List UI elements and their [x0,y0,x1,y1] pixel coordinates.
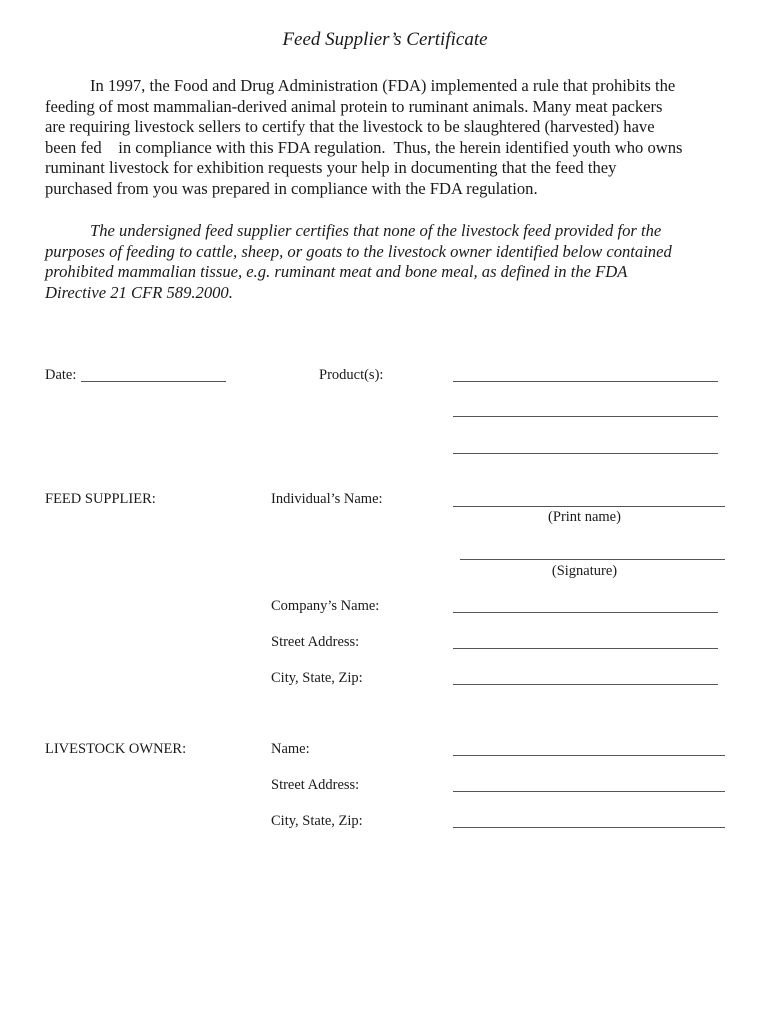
certification-line: purposes of feeding to cattle, sheep, or goats to the livestock owner identified below contained [45,241,672,261]
date-label: Date: [45,367,77,383]
certification-line: prohibited mammalian tissue, e.g. ruminant meat and bone meal, as defined in the FDA [45,262,628,282]
intro-line: purchased from you was prepared in compliance with the FDA regulation. [45,178,538,198]
individual-name-field[interactable] [453,506,725,507]
print-name-caption: (Print name) [548,509,621,525]
feed-supplier-heading: FEED SUPPLIER: [45,491,156,507]
certification-line: Directive 21 CFR 589.2000. [45,282,233,302]
signature-caption: (Signature) [551,563,618,579]
signature-field[interactable] [460,559,725,560]
owner-name-field[interactable] [453,755,725,756]
owner-street-label: Street Address: [271,777,360,793]
company-name-label: Company’s Name: [271,598,380,614]
owner-city-label: City, State, Zip: [271,813,363,829]
intro-line: ruminant livestock for exhibition requests your help in documenting that the feed they [45,158,617,178]
supplier-city-field[interactable] [453,684,718,685]
owner-street-field[interactable] [453,791,725,792]
company-name-field[interactable] [453,612,718,613]
intro-line: are requiring livestock sellers to certify that the livestock to be slaughtered (harvested) have [45,117,655,137]
product-field-2[interactable] [453,416,718,417]
intro-line: In 1997, the Food and Drug Administration (FDA) implemented a rule that prohibits the [90,76,676,95]
intro-line: feeding of most mammalian-derived animal protein to ruminant animals. Many meat packers [45,96,663,116]
document-title: Feed Supplier’s Certificate [282,29,488,50]
product-field-1[interactable] [453,381,718,382]
certification-line: The undersigned feed supplier certifies that none of the livestock feed provided for the [90,221,662,240]
intro-line: been fed in compliance with this FDA regulation. Thus, the herein identified youth who owns [45,137,683,157]
products-label: Product(s): [319,367,384,383]
supplier-street-field[interactable] [453,648,718,649]
supplier-street-label: Street Address: [271,634,360,650]
supplier-city-label: City, State, Zip: [271,670,363,686]
individual-name-label: Individual’s Name: [271,491,383,507]
date-field[interactable] [81,381,226,382]
owner-city-field[interactable] [453,827,725,828]
livestock-owner-heading: LIVESTOCK OWNER: [45,741,187,757]
owner-name-label: Name: [271,741,310,757]
intro-paragraph [45,76,683,200]
product-field-3[interactable] [453,453,718,454]
certification-paragraph [45,221,672,303]
